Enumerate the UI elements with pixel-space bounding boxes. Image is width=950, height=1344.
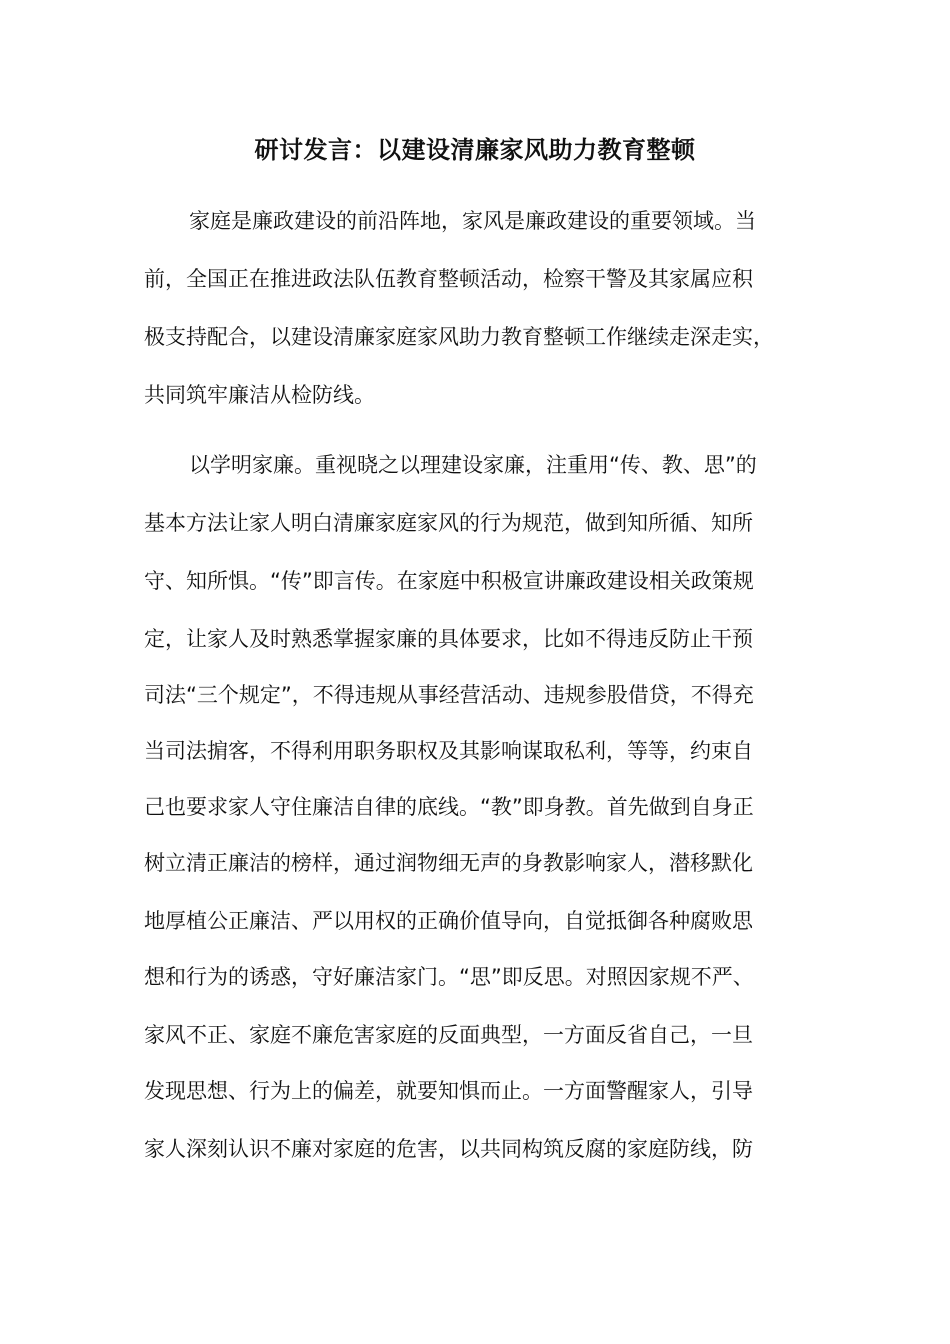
document-title: 研讨发言：以建设清廉家风助力教育整顿 <box>254 136 696 164</box>
paragraph-2-line-7: 己也要求家人守住廉洁自律的底线。“教”即身教。首先做到自身正 <box>144 795 754 819</box>
paragraph-2-line-13: 家人深刻认识不廉对家庭的危害，以共同构筑反腐的家庭防线，防 <box>144 1137 753 1161</box>
paragraph-2-line-8: 树立清正廉洁的榜样，通过润物细无声的身教影响家人，潜移默化 <box>144 851 753 875</box>
paragraph-2-line-4: 定，让家人及时熟悉掌握家廉的具体要求，比如不得违反防止干预 <box>144 627 753 651</box>
paragraph-2-line-5: 司法“三个规定”，不得违规从事经营活动、违规参股借贷，不得充 <box>144 683 754 707</box>
paragraph-2-line-9: 地厚植公正廉洁、严以用权的正确价值导向，自觉抵御各种腐败思 <box>144 909 753 933</box>
paragraph-1-line-4: 共同筑牢廉洁从检防线。 <box>144 383 375 407</box>
paragraph-1-line-2: 前，全国正在推进政法队伍教育整顿活动，检察干警及其家属应积 <box>144 267 753 291</box>
paragraph-2-line-3: 守、知所惧。“传”即言传。在家庭中积极宣讲廉政建设相关政策规 <box>144 569 754 593</box>
paragraph-1-line-3: 极支持配合，以建设清廉家庭家风助力教育整顿工作继续走深走实， <box>144 325 774 349</box>
paragraph-2-line-1: 以学明家廉。重视晓之以理建设家廉，注重用“传、教、思”的 <box>189 453 757 477</box>
paragraph-2-line-12: 发现思想、行为上的偏差，就要知惧而止。一方面警醒家人，引导 <box>144 1079 753 1103</box>
paragraph-2-line-2: 基本方法让家人明白清廉家庭家风的行为规范，做到知所循、知所 <box>144 511 753 535</box>
paragraph-2-line-6: 当司法掮客，不得利用职务职权及其影响谋取私利，等等，约束自 <box>144 739 753 763</box>
paragraph-1-line-1: 家庭是廉政建设的前沿阵地，家风是廉政建设的重要领域。当 <box>189 209 756 233</box>
paragraph-2-line-10: 想和行为的诱惑，守好廉洁家门。“思”即反思。对照因家规不严、 <box>144 965 754 989</box>
paragraph-2-line-11: 家风不正、家庭不廉危害家庭的反面典型，一方面反省自己，一旦 <box>144 1023 753 1047</box>
